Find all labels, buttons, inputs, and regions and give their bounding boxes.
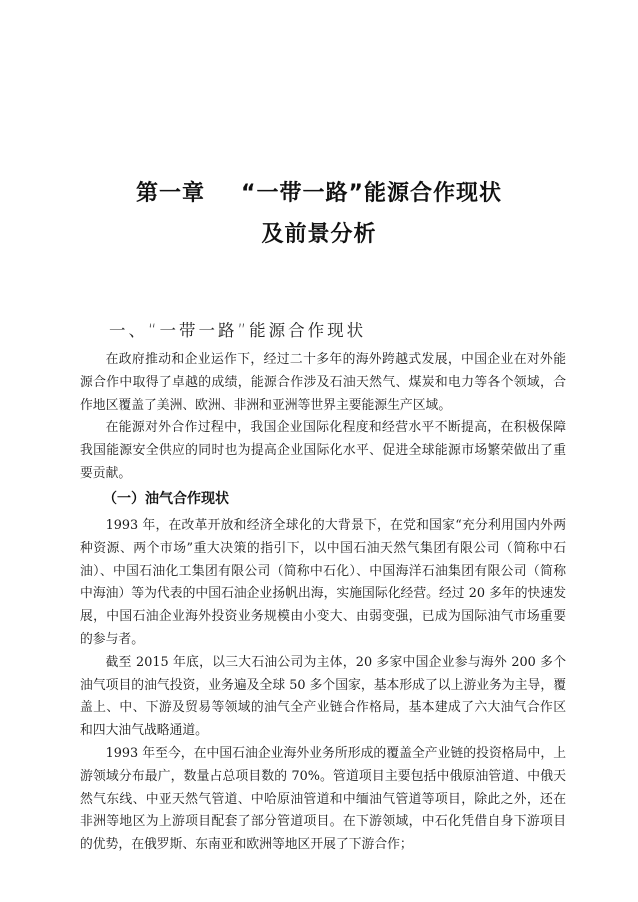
- section-heading: 一、“一带一路”能源合作现状: [109, 321, 367, 340]
- paragraph: 1993 年，在改革开放和经济全球化的大背景下，在党和国家“充分利用国内外两种资源、两个市场”重大决策的指引下，以中国石油天然气集团有限公司（简称中石油）、中国石油化工集团有限公司（简称中石化）、中国海洋石油集团有限公司（简称中海油）等为代表的中国石油企业扬帆出海，实施国际化经营。经过 20 多年的快速发展，中国石油企业海外投资业务规模由小变大、由弱变强，已成为国际油气市场重要的参与者。: [80, 518, 566, 647]
- paragraph: 在能源对外合作过程中，我国企业国际化程度和经营水平不断提高，在积极保障我国能源安全供应的同时也为提高企业国际化水平、促进全球能源市场繁荣做出了重要贡献。: [80, 420, 566, 481]
- chapter-title: [0, 176, 638, 207]
- chapter-title-text: “一带一路”能源合作现状: [241, 181, 502, 206]
- subsection-heading: （一）油气合作现状: [103, 491, 229, 507]
- paragraph: 1993 年至今，在中国石油企业海外业务所形成的覆盖全产业链的投资格局中，上游领域分布最广，数量占总项目数的 70%。管道项目主要包括中俄原油管道、中俄天然气东线、中亚天然气管道、中哈原油管道和中缅油气管道等项目，除此之外，还在非洲等地区为上游项目配套了部分管道项目。在下游领域，中石化凭借自身下游项目的优势，在俄罗斯、东南亚和欧洲等地区开展了下游合作；: [80, 745, 566, 853]
- paragraph: 在政府推动和企业运作下，经过二十多年的海外跨越式发展，中国企业在对外能源合作中取得了卓越的成绩，能源合作涉及石油天然气、煤炭和电力等各个领域，合作地区覆盖了美洲、欧洲、非洲和亚洲等世界主要能源生产区域。: [80, 352, 566, 413]
- chapter-title-line2: 及前景分析: [261, 222, 377, 247]
- paragraph: 截至 2015 年底，以三大石油公司为主体，20 多家中国企业参与海外 200 多个油气项目的油气投资，业务遍及全球 50 多个国家，基本形成了以上游业务为主导，覆盖上、中、下游及贸易等领域的油气全产业链合作格局，基本建成了六大油气合作区和四大油气战略通道。: [80, 654, 566, 739]
- section-intro: [80, 349, 566, 486]
- subsection-body: [80, 515, 566, 857]
- chapter-number: 第一章: [136, 181, 206, 206]
